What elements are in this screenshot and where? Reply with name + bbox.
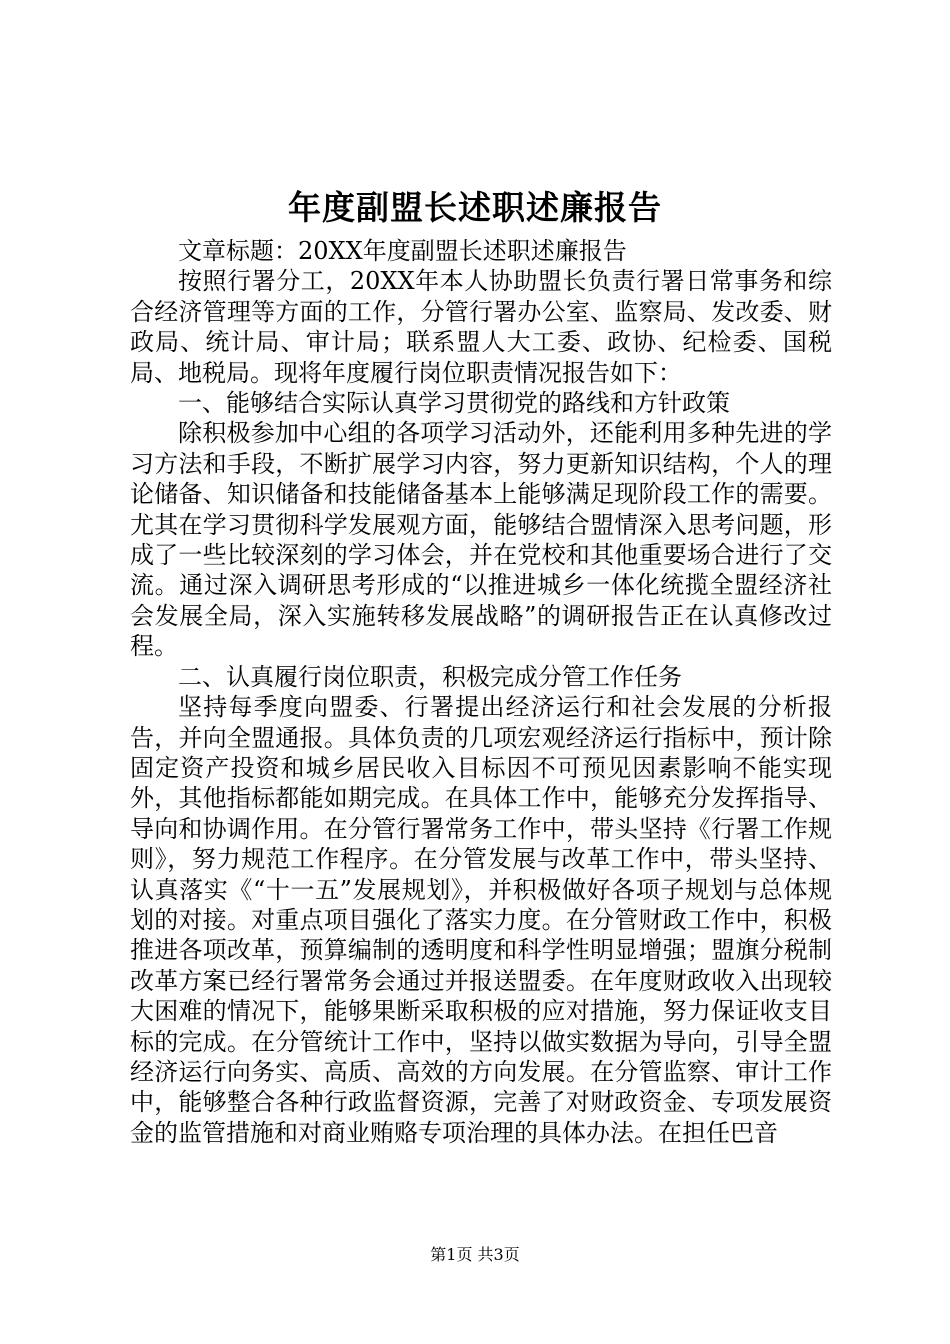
document-title: 年度副盟长述职述廉报告 — [288, 188, 662, 227]
section-heading-2: 二、认真履行岗位职责，积极完成分管工作任务 — [178, 662, 682, 691]
section-2-paragraph: 坚持每季度向盟委、行署提出经济运行和社会发展的分析报告，并向全盟通报。具体负责的几项宏观经济运行指标中，预计除固定资产投资和城乡居民收入目标因不可预见因素影响不能实现外，其他指标都能如期完成。在具体工作中，能够充分发挥指导、导向和协调作用。在分管行署常务工作中，带头坚持《行署工作规则》，努力规范工作程序。在分管发展与改革工作中，带头坚持、认真落实《“十一五”发展规划》，并积极做好各项子规划与总体规划的对接。对重点项目强化了落实力度。在分管财政工作中，积极推进各项改革，预算编制的透明度和科学性明显增强；盟旗分税制改革方案已经行署常务会通过并报送盟委。在年度财政收入出现较大困难的情况下，能够果断采取积极的应对措施，努力保证收支目标的完成。在分管统计工作中，坚持以做实数据为导向，引导全盟经济运行向务实、高质、高效的方向发展。在分管监察、审计工作中，能够整合各种行政监督资源，完善了对财政资金、专项发展资金的监管措施和对商业贿赂专项治理的具体办法。在担任巴音 — [130, 693, 832, 1147]
section-heading-1: 一、能够结合实际认真学习贯彻党的路线和方针政策 — [178, 389, 730, 418]
page-number-footer: 第1页 共3页 — [430, 1245, 520, 1264]
section-1-paragraph: 除积极参加中心组的各项学习活动外，还能利用多种先进的学习方法和手段，不断扩展学习内容，努力更新知识结构，个人的理论储备、知识储备和技能储备基本上能够满足现阶段工作的需要。尤其在学习贯彻科学发展观方面，能够结合盟情深入思考问题，形成了一些比较深刻的学习体会，并在党校和其他重要场合进行了交流。通过深入调研思考形成的“以推进城乡一体化统揽全盟经济社会发展全局，深入实施转移发展战略”的调研报告正在认真修改过程。 — [130, 419, 832, 661]
intro-paragraph: 按照行署分工，20XX年本人协助盟长负责行署日常事务和综合经济管理等方面的工作，分管行署办公室、监察局、发改委、财政局、统计局、审计局；联系盟人大工委、政协、纪检委、国税局、地税局。现将年度履行岗位职责情况报告如下： — [130, 267, 832, 387]
document-body — [130, 236, 832, 1148]
article-title-line: 文章标题：20XX年度副盟长述职述廉报告 — [178, 237, 627, 265]
